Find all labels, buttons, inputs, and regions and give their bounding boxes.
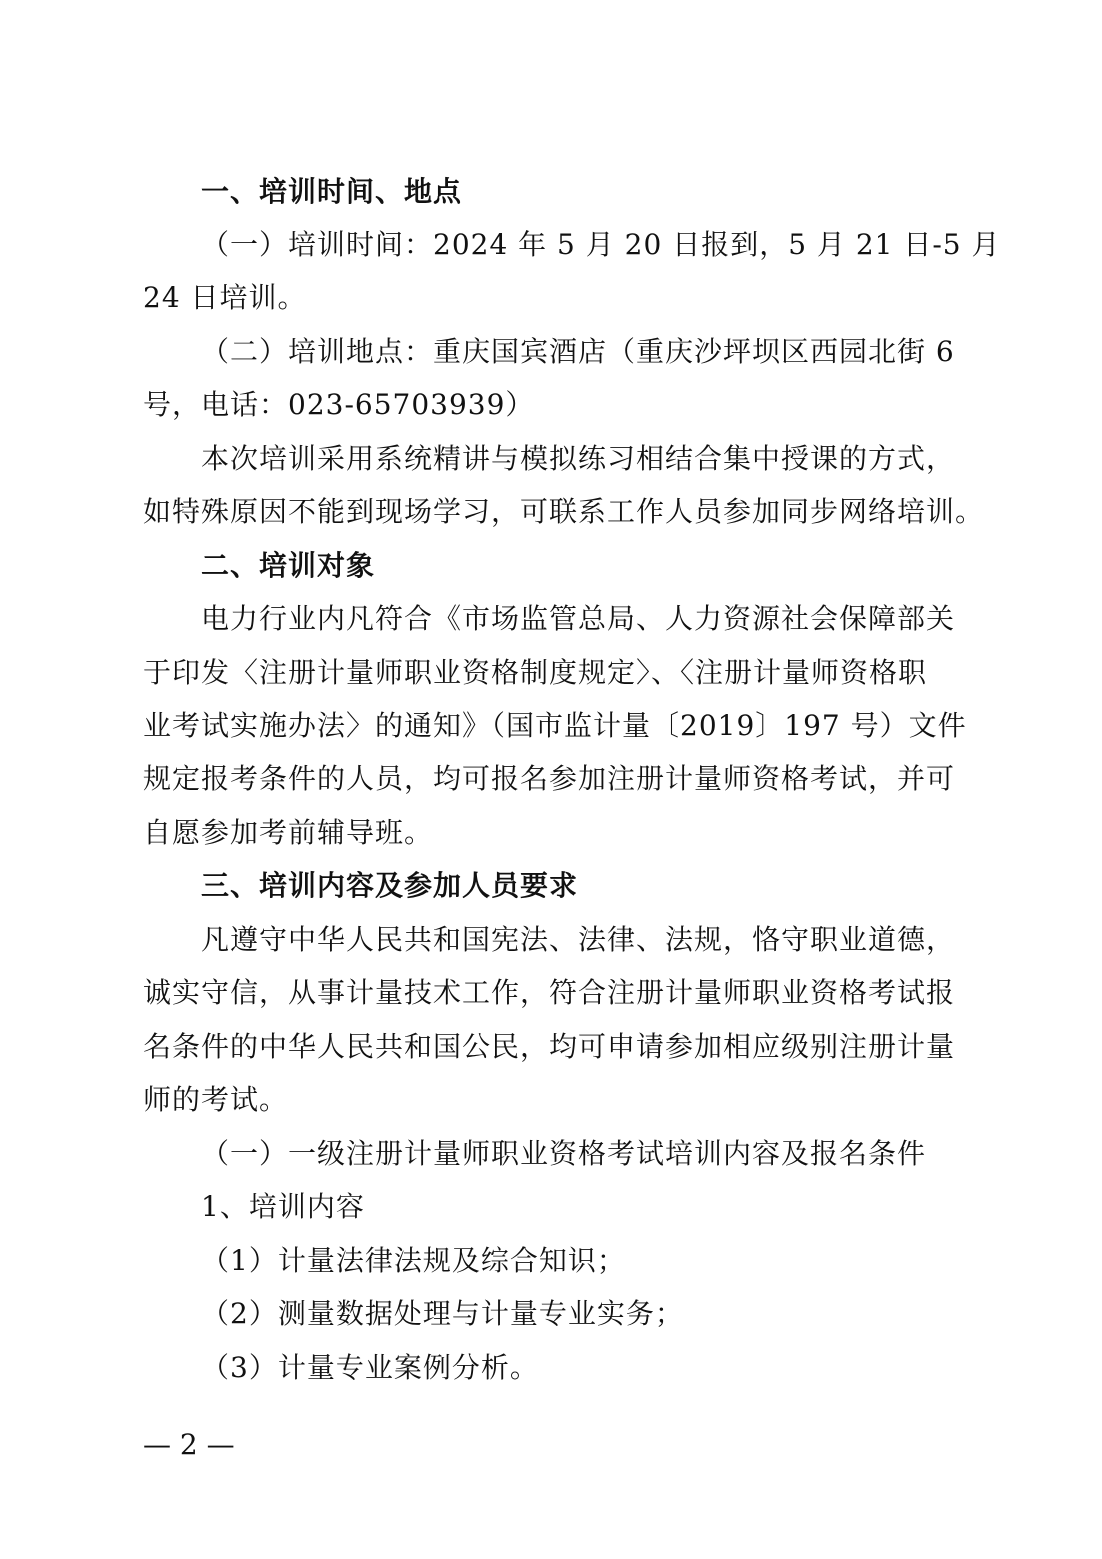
requirements-line-4: 师的考试。: [143, 1083, 289, 1116]
training-time-line-2: 24 日培训。: [143, 281, 307, 314]
page-number: — 2 —: [143, 1428, 235, 1461]
requirements-line-1: 凡遵守中华人民共和国宪法、法律、法规，恪守职业道德，: [201, 923, 956, 956]
target-paragraph-line-3: 业考试实施办法〉的通知》（国市监计量〔2019〕197 号）文件: [143, 709, 967, 742]
section2-heading: 二、培训对象: [201, 549, 376, 582]
training-method-line-2: 如特殊原因不能到现场学习，可联系工作人员参加同步网络培训。: [143, 495, 985, 528]
content-item-2: （2）测量数据处理与计量专业实务；: [201, 1297, 684, 1330]
target-paragraph-line-4: 规定报考条件的人员，均可报名参加注册计量师资格考试，并可: [143, 762, 956, 795]
training-place-line-2: 号，电话：023-65703939）: [143, 388, 535, 421]
content-item-1: （1）计量法律法规及综合知识；: [201, 1244, 626, 1277]
subsection-level1-title: （一）一级注册计量师职业资格考试培训内容及报名条件: [201, 1137, 927, 1170]
content-item-3: （3）计量专业案例分析。: [201, 1351, 539, 1384]
target-paragraph-line-2: 于印发〈注册计量师职业资格制度规定〉、〈注册计量师资格职: [143, 656, 928, 689]
target-paragraph-line-1: 电力行业内凡符合《市场监管总局、人力资源社会保障部关: [201, 602, 956, 635]
training-place-line-1: （二）培训地点：重庆国宾酒店（重庆沙坪坝区西园北街 6: [201, 335, 955, 368]
requirements-line-2: 诚实守信，从事计量技术工作，符合注册计量师职业资格考试报: [143, 976, 956, 1009]
training-time-line-1: （一）培训时间：2024 年 5 月 20 日报到，5 月 21 日-5 月: [201, 228, 1001, 261]
training-content-label: 1、培训内容: [201, 1190, 365, 1223]
section3-heading: 三、培训内容及参加人员要求: [201, 869, 579, 902]
section1-heading: 一、培训时间、地点: [201, 175, 463, 208]
target-paragraph-line-5: 自愿参加考前辅导班。: [143, 816, 434, 849]
requirements-line-3: 名条件的中华人民共和国公民，均可申请参加相应级别注册计量: [143, 1030, 956, 1063]
training-method-line-1: 本次培训采用系统精讲与模拟练习相结合集中授课的方式，: [201, 442, 956, 475]
